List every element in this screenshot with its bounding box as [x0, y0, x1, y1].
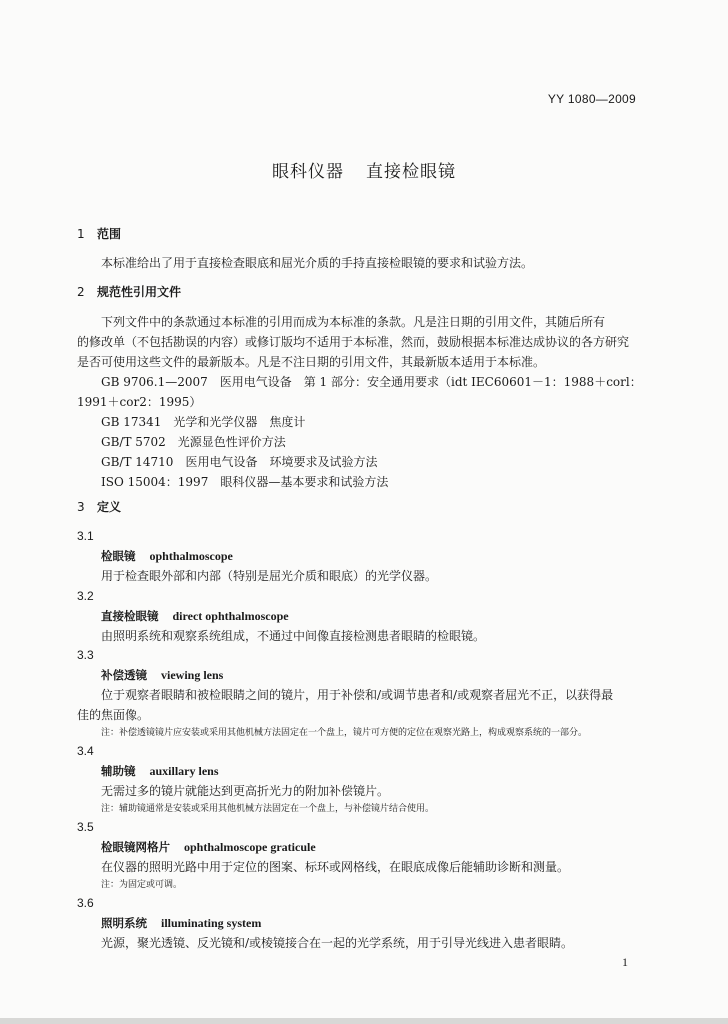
definition-text: 无需过多的镜片就能达到更高折光力的附加补偿镜片。 [101, 784, 390, 798]
reference-item-continued: 1991＋cor2：1995） [77, 395, 202, 409]
paragraph-line: 的修改单（不包括勘误的内容）或修订版均不适用于本标准，然而，鼓励根据本标准达成协议的各方研究 [77, 335, 630, 349]
section-2 [77, 282, 643, 302]
title-part-2: 直接检眼镜 [366, 162, 456, 182]
reference-item: GB 17341 光学和光学仪器 焦度计 [101, 415, 306, 429]
section-1 [77, 224, 643, 244]
paragraph-line: 下列文件中的条款通过本标准的引用而成为本标准的条款。凡是注日期的引用文件，其随后所有 [101, 315, 606, 329]
definition-text: 由照明系统和观察系统组成，不通过中间像直接检测患者眼睛的检眼镜。 [101, 629, 486, 643]
clause-number: 3.1 [77, 529, 94, 543]
clause-number: 3.3 [77, 648, 94, 662]
section-heading: 2 规范性引用文件 [77, 285, 182, 299]
section-3 [77, 497, 643, 517]
definition-3-5 [77, 817, 643, 893]
definition-text: 位于观察者眼睛和被检眼睛之间的镜片，用于补偿和/或调节患者和/或观察者屈光不正，以获得最 [101, 688, 614, 702]
definition-text-continued: 佳的焦面像。 [77, 708, 150, 722]
scan-edge [0, 1018, 728, 1024]
term-heading: 照明系统 illuminating system [101, 916, 262, 930]
paragraph: 本标准给出了用于直接检查眼底和屈光介质的手持直接检眼镜的要求和试验方法。 [101, 256, 534, 270]
reference-item: GB 9706.1—2007 医用电气设备 第 1 部分：安全通用要求（idt IEC60601－1：1988＋corl： [101, 375, 642, 389]
standard-number: YY 1080—2009 [547, 92, 636, 106]
definition-text: 用于检查眼外部和内部（特别是屈光介质和眼底）的光学仪器。 [101, 569, 438, 583]
term-heading: 补偿透镜 viewing lens [101, 668, 224, 682]
term-heading: 检眼镜网格片 ophthalmoscope graticule [101, 840, 316, 854]
definition-3-4 [77, 741, 643, 817]
note: 注：为固定或可调。 [101, 880, 183, 890]
section-heading: 3 定义 [77, 500, 122, 514]
definition-3-1 [77, 526, 643, 586]
reference-item: ISO 15004：1997 眼科仪器—基本要求和试验方法 [101, 475, 389, 489]
document-title [0, 157, 728, 182]
paragraph-line: 是否可使用这些文件的最新版本。凡是不注日期的引用文件，其最新版本适用于本标准。 [77, 355, 546, 369]
title-part-1: 眼科仪器 [272, 162, 344, 182]
term-heading: 辅助镜 auxillary lens [101, 764, 219, 778]
term-heading: 检眼镜 ophthalmoscope [101, 549, 233, 563]
clause-number: 3.4 [77, 744, 94, 758]
clause-number: 3.5 [77, 820, 94, 834]
reference-item: GB/T 14710 医用电气设备 环境要求及试验方法 [101, 455, 378, 469]
definition-3-3 [77, 645, 643, 741]
clause-number: 3.6 [77, 896, 94, 910]
section-heading: 1 范围 [77, 227, 122, 241]
page-number: 1 [622, 955, 628, 969]
definition-text: 在仪器的照明光路中用于定位的图案、标环或网格线，在眼底成像后能辅助诊断和测量。 [101, 860, 570, 874]
section-1-body [77, 253, 643, 273]
definition-3-6 [77, 893, 643, 953]
definition-3-2 [77, 586, 643, 646]
note: 注：补偿透镜镜片应安装或采用其他机械方法固定在一个盘上，镜片可方便的定位在观察光路上，构成观察系统的一部分。 [101, 728, 588, 738]
section-2-body [77, 312, 643, 492]
definition-text: 光源，聚光透镜、反光镜和/或棱镜接合在一起的光学系统，用于引导光线进入患者眼睛。 [101, 936, 574, 950]
reference-item: GB/T 5702 光源显色性评价方法 [101, 435, 286, 449]
term-heading: 直接检眼镜 direct ophthalmoscope [101, 609, 289, 623]
clause-number: 3.2 [77, 589, 94, 603]
note: 注：辅助镜通常是安装或采用其他机械方法固定在一个盘上，与补偿镜片结合使用。 [101, 804, 435, 814]
